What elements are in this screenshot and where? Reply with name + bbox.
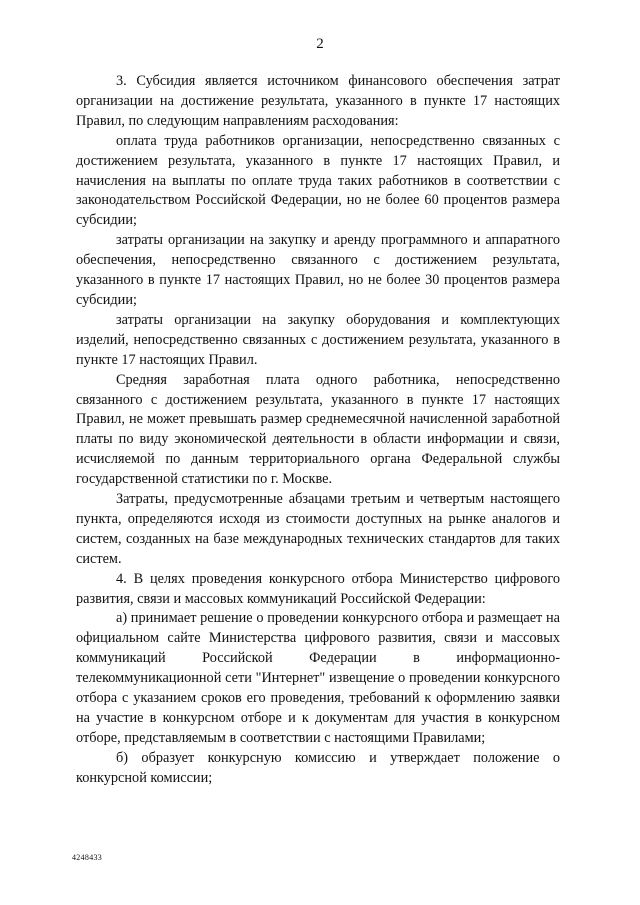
paragraph: Средняя заработная плата одного работника, непосредственно связанного с достижением результата, указанного в пункте 17 настоящих Правил, не может превышать размер среднемесячной начисленной заработной платы по виду экономической деятельности в области информации и связи, исчисляемой по данным территориального органа Федеральной службы государственной статистики по г. Москве. <box>76 371 560 488</box>
paragraph: Затраты, предусмотренные абзацами третьим и четвертым настоящего пункта, определяются исходя из стоимости доступных на рынке аналогов и систем, созданных на базе международных технических стандартов для таких систем. <box>76 491 560 567</box>
paragraph: б) образует конкурсную комиссию и утверждает положение о конкурсной комиссии; <box>76 749 560 786</box>
paragraph: а) принимает решение о проведении конкурсного отбора и размещает на официальном сайте Министерства цифрового развития, связи и массовых коммуникаций Российской Федерации в информационно-телекоммуникационной сети "Интернет" извещение о проведении конкурсного отбора с указанием сроков его проведения, требований к оформлению заявки на участие в конкурсном отборе и к документам для участия в конкурсном отборе, представляемым в соответствии с настоящими Правилами; <box>76 610 560 746</box>
document-body <box>76 72 560 789</box>
paragraph: 4. В целях проведения конкурсного отбора Министерство цифрового развития, связи и массовых коммуникаций Российской Федерации: <box>76 570 560 607</box>
paragraph: затраты организации на закупку и аренду программного и аппаратного обеспечения, непосредственно связанного с достижением результата, указанного в пункте 17 настоящих Правил, но не более 30 процентов размера субсидии; <box>76 232 560 308</box>
document-code: 4248433 <box>72 853 103 862</box>
paragraph: 3. Субсидия является источником финансового обеспечения затрат организации на достижение результата, указанного в пункте 17 настоящих Правил, по следующим направлениям расходования: <box>76 73 560 129</box>
paragraph: оплата труда работников организации, непосредственно связанных с достижением результата, указанного в пункте 17 настоящих Правил, и начисления на выплаты по оплате труда таких работников в соответствии с законодательством Российской Федерации, но не более 60 процентов размера субсидии; <box>76 132 560 229</box>
paragraph: затраты организации на закупку оборудования и комплектующих изделий, непосредственно связанных с достижением результата, указанного в пункте 17 настоящих Правил. <box>76 311 560 368</box>
page-number: 2 <box>316 36 324 52</box>
